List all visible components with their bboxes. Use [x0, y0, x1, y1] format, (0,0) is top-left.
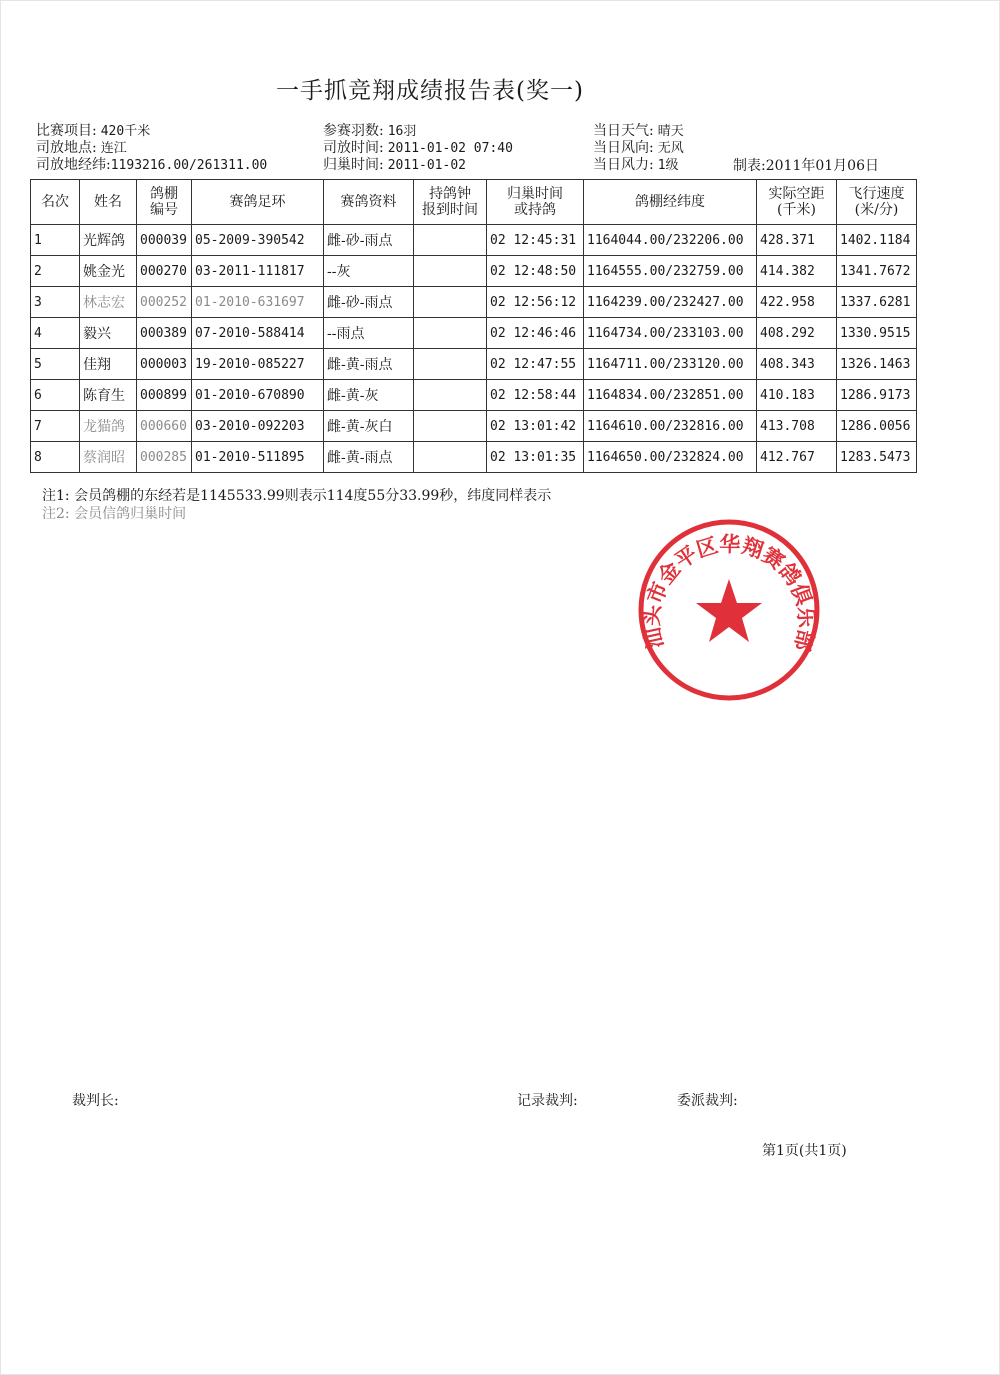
- report-title: 一手抓竞翔成绩报告表(奖一): [276, 78, 584, 104]
- cell-ring: 03-2011-111817: [192, 256, 324, 287]
- cell-arrival: 02 12:47:55: [487, 349, 584, 380]
- cell-coords: 1164610.00/232816.00: [584, 411, 757, 442]
- column-header-line-1: 赛鸽资料: [340, 194, 397, 210]
- cell-coords: 1164834.00/232851.00: [584, 380, 757, 411]
- cell-name: 光辉鸽: [80, 225, 137, 256]
- cell-name: 陈育生: [80, 380, 137, 411]
- cell-info: --灰: [324, 256, 414, 287]
- cell-info: 雌-黄-雨点: [324, 349, 414, 380]
- meta-release-time: 司放时间: 2011-01-02 07:40: [323, 140, 513, 156]
- cell-arrival: 02 13:01:35: [487, 442, 584, 473]
- cell-coords: 1164239.00/232427.00: [584, 287, 757, 318]
- cell-rank: 8: [31, 442, 80, 473]
- cell-name: 佳翔: [80, 349, 137, 380]
- cell-clock: [414, 442, 487, 473]
- column-header-line-1: 持鸽钟: [429, 186, 471, 202]
- cell-rank: 6: [31, 380, 80, 411]
- column-header: [584, 180, 757, 225]
- cell-loft: 000899: [137, 380, 192, 411]
- cell-clock: [414, 256, 487, 287]
- cell-ring: 01-2010-670890: [192, 380, 324, 411]
- column-header-line-2: 编号: [150, 202, 178, 218]
- cell-ring: 05-2009-390542: [192, 225, 324, 256]
- cell-ring: 01-2010-511895: [192, 442, 324, 473]
- cell-clock: [414, 318, 487, 349]
- cell-rank: 5: [31, 349, 80, 380]
- column-header-line-1: 归巢时间: [507, 186, 563, 202]
- column-header-line-2: 或持鸽: [514, 202, 556, 218]
- meta-column-3: [593, 123, 684, 174]
- cell-loft: 000039: [137, 225, 192, 256]
- cell-speed: 1286.9173: [837, 380, 917, 411]
- results-table: [30, 179, 917, 473]
- column-header-line-2: 报到时间: [422, 202, 478, 218]
- cell-clock: [414, 349, 487, 380]
- made-by-date: 制表:2011年01月06日: [733, 158, 879, 174]
- meta-race-item: 比赛项目: 420千米: [36, 123, 151, 139]
- cell-arrival: 02 13:01:42: [487, 411, 584, 442]
- cell-loft: 000270: [137, 256, 192, 287]
- meta-column-2: [323, 123, 513, 174]
- cell-loft: 000285: [137, 442, 192, 473]
- cell-clock: [414, 411, 487, 442]
- chief-judge-label: 裁判长:: [72, 1093, 119, 1109]
- cell-distance: 412.767: [757, 442, 837, 473]
- table-row: [31, 442, 917, 473]
- column-header-line-1: 名次: [41, 194, 69, 210]
- meta-weather: 当日天气: 晴天: [593, 123, 684, 139]
- cell-info: 雌-砂-雨点: [324, 225, 414, 256]
- cell-loft: 000660: [137, 411, 192, 442]
- stamp-text: 汕头市金平区华翔赛鸽俱乐部: [638, 531, 820, 654]
- column-header-line-2: (千米): [777, 202, 816, 218]
- meta-release-place: 司放地点: 连江: [36, 140, 127, 156]
- table-row: [31, 256, 917, 287]
- recording-judge-label: 记录裁判:: [517, 1093, 578, 1109]
- meta-wind-force: 当日风力: 1级: [593, 157, 679, 173]
- meta-wind-direction: 当日风向: 无风: [593, 140, 684, 156]
- cell-clock: [414, 225, 487, 256]
- column-header: [837, 180, 917, 225]
- cell-rank: 7: [31, 411, 80, 442]
- column-header: [414, 180, 487, 225]
- column-header-line-1: 实际空距: [768, 186, 825, 202]
- cell-arrival: 02 12:46:46: [487, 318, 584, 349]
- column-header-line-1: 赛鸽足环: [229, 194, 286, 210]
- cell-speed: 1283.5473: [837, 442, 917, 473]
- stamp-star-icon: [696, 579, 762, 642]
- page-number: 第1页(共1页): [762, 1143, 847, 1159]
- cell-rank: 2: [31, 256, 80, 287]
- table-row: [31, 225, 917, 256]
- note-1: 注1: 会员鸽棚的东经若是1145533.99则表示114度55分33.99秒，纬度同样表示: [42, 488, 552, 504]
- column-header: [192, 180, 324, 225]
- column-header: [80, 180, 137, 225]
- cell-rank: 3: [31, 287, 80, 318]
- column-header: [324, 180, 414, 225]
- cell-ring: 03-2010-092203: [192, 411, 324, 442]
- cell-clock: [414, 287, 487, 318]
- cell-arrival: 02 12:48:50: [487, 256, 584, 287]
- cell-distance: 410.183: [757, 380, 837, 411]
- column-header-line-2: (米/分): [854, 202, 899, 218]
- cell-coords: 1164650.00/232824.00: [584, 442, 757, 473]
- column-header: [31, 180, 80, 225]
- meta-column-1: [36, 123, 267, 174]
- cell-arrival: 02 12:45:31: [487, 225, 584, 256]
- cell-speed: 1286.0056: [837, 411, 917, 442]
- column-header-line-1: 飞行速度: [848, 186, 905, 202]
- cell-loft: 000003: [137, 349, 192, 380]
- cell-info: 雌-黄-灰白: [324, 411, 414, 442]
- cell-ring: 19-2010-085227: [192, 349, 324, 380]
- cell-arrival: 02 12:56:12: [487, 287, 584, 318]
- cell-distance: 413.708: [757, 411, 837, 442]
- column-header: [487, 180, 584, 225]
- cell-name: 龙猫鸽: [80, 411, 137, 442]
- cell-coords: 1164555.00/232759.00: [584, 256, 757, 287]
- club-seal-stamp: [636, 517, 822, 703]
- cell-name: 姚金光: [80, 256, 137, 287]
- cell-distance: 414.382: [757, 256, 837, 287]
- note-2: 注2: 会员信鸽归巢时间: [42, 506, 187, 522]
- cell-coords: 1164734.00/233103.00: [584, 318, 757, 349]
- cell-info: 雌-黄-雨点: [324, 442, 414, 473]
- table-row: [31, 411, 917, 442]
- cell-name: 林志宏: [80, 287, 137, 318]
- cell-rank: 4: [31, 318, 80, 349]
- column-header-line-1: 姓名: [94, 194, 122, 210]
- cell-rank: 1: [31, 225, 80, 256]
- column-header: [757, 180, 837, 225]
- column-header: [137, 180, 192, 225]
- notes: [42, 487, 551, 523]
- table-header-row: [31, 180, 917, 225]
- column-header-line-1: 鸽棚经纬度: [635, 194, 705, 210]
- cell-name: 毅兴: [80, 318, 137, 349]
- cell-loft: 000252: [137, 287, 192, 318]
- delegated-judge-label: 委派裁判:: [677, 1093, 738, 1109]
- cell-name: 蔡润昭: [80, 442, 137, 473]
- cell-info: --雨点: [324, 318, 414, 349]
- cell-speed: 1337.6281: [837, 287, 917, 318]
- cell-arrival: 02 12:58:44: [487, 380, 584, 411]
- table-body: [31, 225, 917, 473]
- cell-loft: 000389: [137, 318, 192, 349]
- cell-distance: 408.343: [757, 349, 837, 380]
- cell-speed: 1326.1463: [837, 349, 917, 380]
- cell-ring: 07-2010-588414: [192, 318, 324, 349]
- meta-entries: 参赛羽数: 16羽: [323, 123, 417, 139]
- table-row: [31, 349, 917, 380]
- cell-speed: 1402.1184: [837, 225, 917, 256]
- cell-ring: 01-2010-631697: [192, 287, 324, 318]
- cell-coords: 1164044.00/232206.00: [584, 225, 757, 256]
- table-row: [31, 287, 917, 318]
- meta-return-time: 归巢时间: 2011-01-02: [323, 157, 466, 173]
- cell-info: 雌-砂-雨点: [324, 287, 414, 318]
- cell-coords: 1164711.00/233120.00: [584, 349, 757, 380]
- cell-info: 雌-黄-灰: [324, 380, 414, 411]
- cell-clock: [414, 380, 487, 411]
- cell-speed: 1330.9515: [837, 318, 917, 349]
- cell-distance: 422.958: [757, 287, 837, 318]
- column-header-line-1: 鸽棚: [150, 186, 178, 202]
- cell-distance: 428.371: [757, 225, 837, 256]
- table-row: [31, 380, 917, 411]
- cell-distance: 408.292: [757, 318, 837, 349]
- table-row: [31, 318, 917, 349]
- cell-speed: 1341.7672: [837, 256, 917, 287]
- meta-release-coords: 司放地经纬:1193216.00/261311.00: [36, 157, 268, 173]
